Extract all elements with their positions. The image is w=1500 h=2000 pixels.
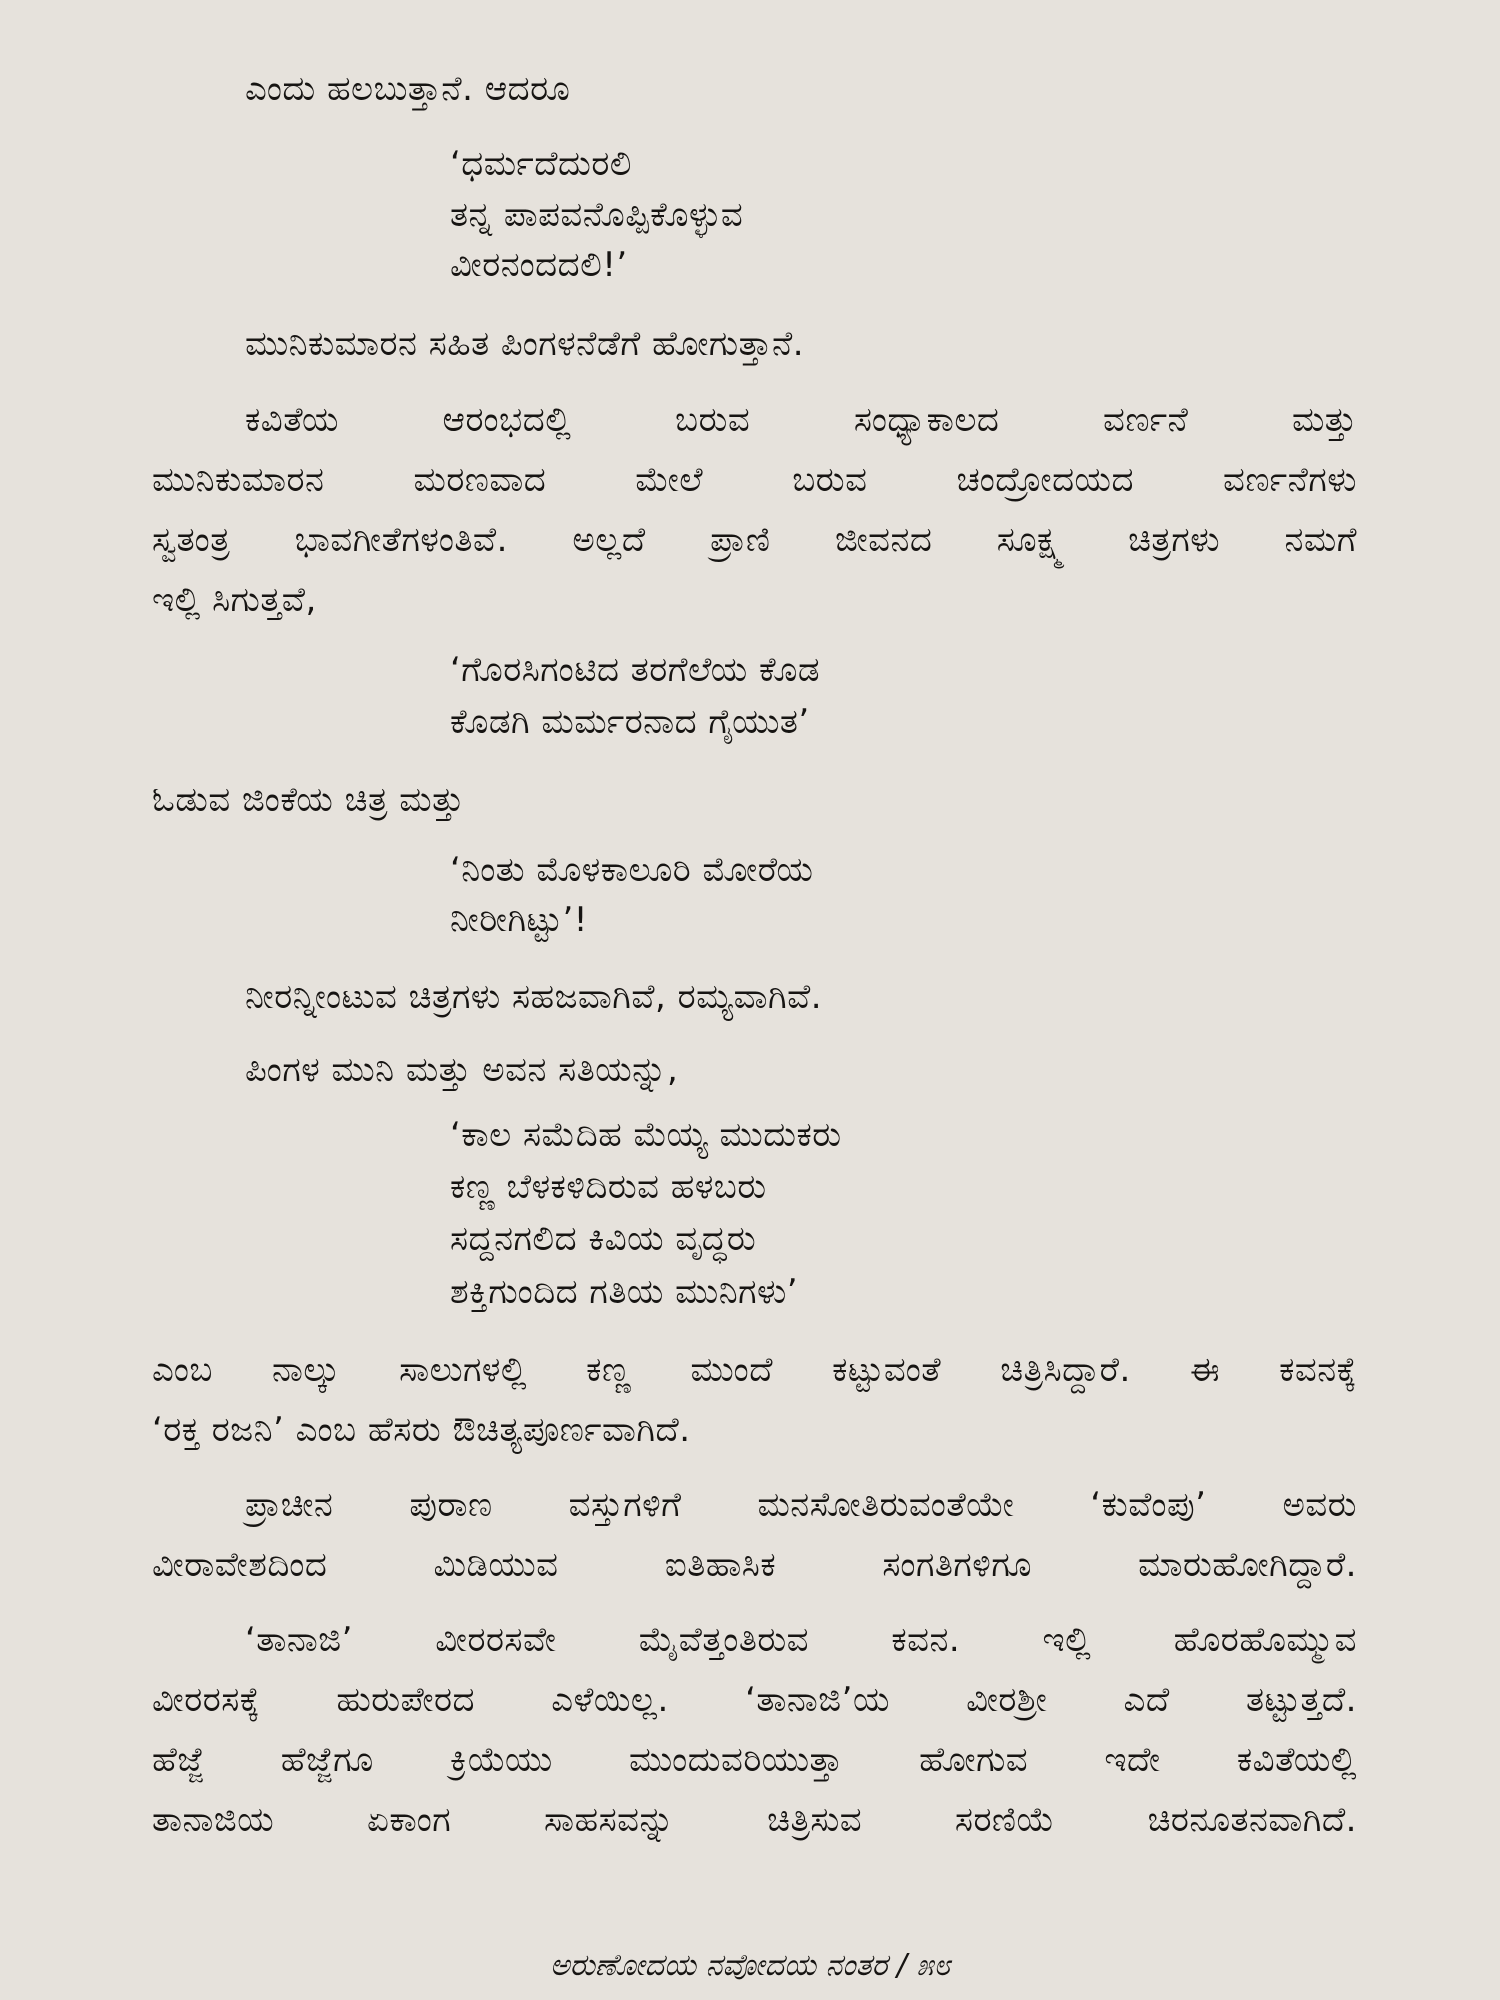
verse-line: ‘ಗೊರಸಿಗಂಟಿದ ತರಗೆಲೆಯ ಕೊಡ — [450, 650, 821, 690]
verse-line: ಕಣ್ಣ ಬೆಳಕಳಿದಿರುವ ಹಳಬರು — [450, 1167, 767, 1207]
prose-line: ಎಂಬ ನಾಲ್ಕು ಸಾಲುಗಳಲ್ಲಿ ಕಣ್ಣ ಮುಂದೆ ಕಟ್ಟುವಂತೆ ಚಿತ್ರಿಸಿದ್ದಾರೆ. ಈ ಕವನಕ್ಕೆ — [152, 1350, 1357, 1390]
prose-line: ಸ್ವತಂತ್ರ ಭಾವಗೀತೆಗಳಂತಿವೆ. ಅಲ್ಲದೆ ಪ್ರಾಣಿ ಜೀವನದ ಸೂಕ್ಷ್ಮ ಚಿತ್ರಗಳು ನಮಗೆ — [152, 520, 1357, 560]
verse-line: ಕೊಡಗಿ ಮರ್ಮರನಾದ ಗೈಯುತ’ — [450, 702, 810, 742]
prose-line: ತಾನಾಜಿಯ ಏಕಾಂಗ ಸಾಹಸವನ್ನು ಚಿತ್ರಿಸುವ ಸರಣಿಯೆ ಚಿರನೂತನವಾಗಿದೆ. — [152, 1800, 1357, 1840]
prose-line: ಮುನಿಕುಮಾರನ ಸಹಿತ ಪಿಂಗಳನೆಡೆಗೆ ಹೋಗುತ್ತಾನೆ. — [245, 324, 805, 364]
prose-line: ಮುನಿಕುಮಾರನ ಮರಣವಾದ ಮೇಲೆ ಬರುವ ಚಂದ್ರೋದಯದ ವರ್ಣನೆಗಳು — [152, 460, 1357, 500]
verse-line: ತನ್ನ ಪಾಪವನೊಪ್ಪಿಕೊಳ್ಳುವ — [450, 195, 744, 235]
prose-line: ‘ರಕ್ತ ರಜನಿ’ ಎಂಬ ಹೆಸರು ಔಚಿತ್ಯಪೂರ್ಣವಾಗಿದೆ. — [152, 1410, 691, 1450]
prose-line: ಕವಿತೆಯ ಆರಂಭದಲ್ಲಿ ಬರುವ ಸಂಧ್ಯಾಕಾಲದ ವರ್ಣನೆ ಮತ್ತು — [245, 400, 1357, 440]
page-footer: ಅರುಣೋದಯ ನವೋದಯ ನಂತರ / ೫೮ — [549, 1948, 951, 1983]
prose-line: ಪಿಂಗಳ ಮುನಿ ಮತ್ತು ಅವನ ಸತಿಯನ್ನು, — [245, 1050, 679, 1090]
verse-line: ‘ನಿಂತು ಮೊಳಕಾಲೂರಿ ಮೋರೆಯ — [450, 850, 814, 890]
verse-line: ಶಕ್ತಿಗುಂದಿದ ಗತಿಯ ಮುನಿಗಳು’ — [450, 1272, 799, 1312]
prose-line: ನೀರನ್ನೀಂಟುವ ಚಿತ್ರಗಳು ಸಹಜವಾಗಿವೆ, ರಮ್ಯವಾಗಿವೆ. — [245, 977, 823, 1017]
prose-line: ಇಲ್ಲಿ ಸಿಗುತ್ತವೆ, — [152, 580, 317, 620]
prose-line: ಹೆಜ್ಜೆ ಹೆಜ್ಜೆಗೂ ಕ್ರಿಯೆಯು ಮುಂದುವರಿಯುತ್ತಾ ಹೋಗುವ ಇದೇ ಕವಿತೆಯಲ್ಲಿ — [152, 1740, 1357, 1780]
verse-line: ವೀರನಂದದಲಿ!’ — [450, 245, 628, 285]
verse-line: ‘ಧರ್ಮದೆದುರಲಿ — [450, 144, 632, 184]
verse-line: ಸದ್ದನಗಲಿದ ಕಿವಿಯ ವೃದ್ಧರು — [450, 1219, 757, 1259]
verse-line: ‘ಕಾಲ ಸಮೆದಿಹ ಮೆಯ್ಯ ಮುದುಕರು — [450, 1115, 842, 1155]
prose-line: ಪ್ರಾಚೀನ ಪುರಾಣ ವಸ್ತುಗಳಿಗೆ ಮನಸೋತಿರುವಂತೆಯೇ ‘ಕುವೆಂಪು’ ಅವರು — [245, 1485, 1357, 1525]
prose-line: ‘ತಾನಾಜಿ’ ವೀರರಸವೇ ಮೈವೆತ್ತಂತಿರುವ ಕವನ. ಇಲ್ಲಿ ಹೊರಹೊಮ್ಮುವ — [245, 1620, 1357, 1660]
prose-line: ವೀರಾವೇಶದಿಂದ ಮಿಡಿಯುವ ಐತಿಹಾಸಿಕ ಸಂಗತಿಗಳಿಗೂ ಮಾರುಹೋಗಿದ್ದಾರೆ. — [152, 1545, 1357, 1585]
prose-line: ಓಡುವ ಜಿಂಕೆಯ ಚಿತ್ರ ಮತ್ತು — [152, 780, 465, 820]
prose-line: ವೀರರಸಕ್ಕೆ ಹುರುಪೇರದ ಎಳೆಯಿಲ್ಲ. ‘ತಾನಾಜಿ’ಯ ವೀರಶ್ರೀ ಎದೆ ತಟ್ಟುತ್ತದೆ. — [152, 1680, 1357, 1720]
verse-line: ನೀರೀಗಿಟ್ಟು’! — [450, 900, 588, 940]
prose-line: ಎಂದು ಹಲಬುತ್ತಾನೆ. ಆದರೂ — [245, 69, 571, 109]
